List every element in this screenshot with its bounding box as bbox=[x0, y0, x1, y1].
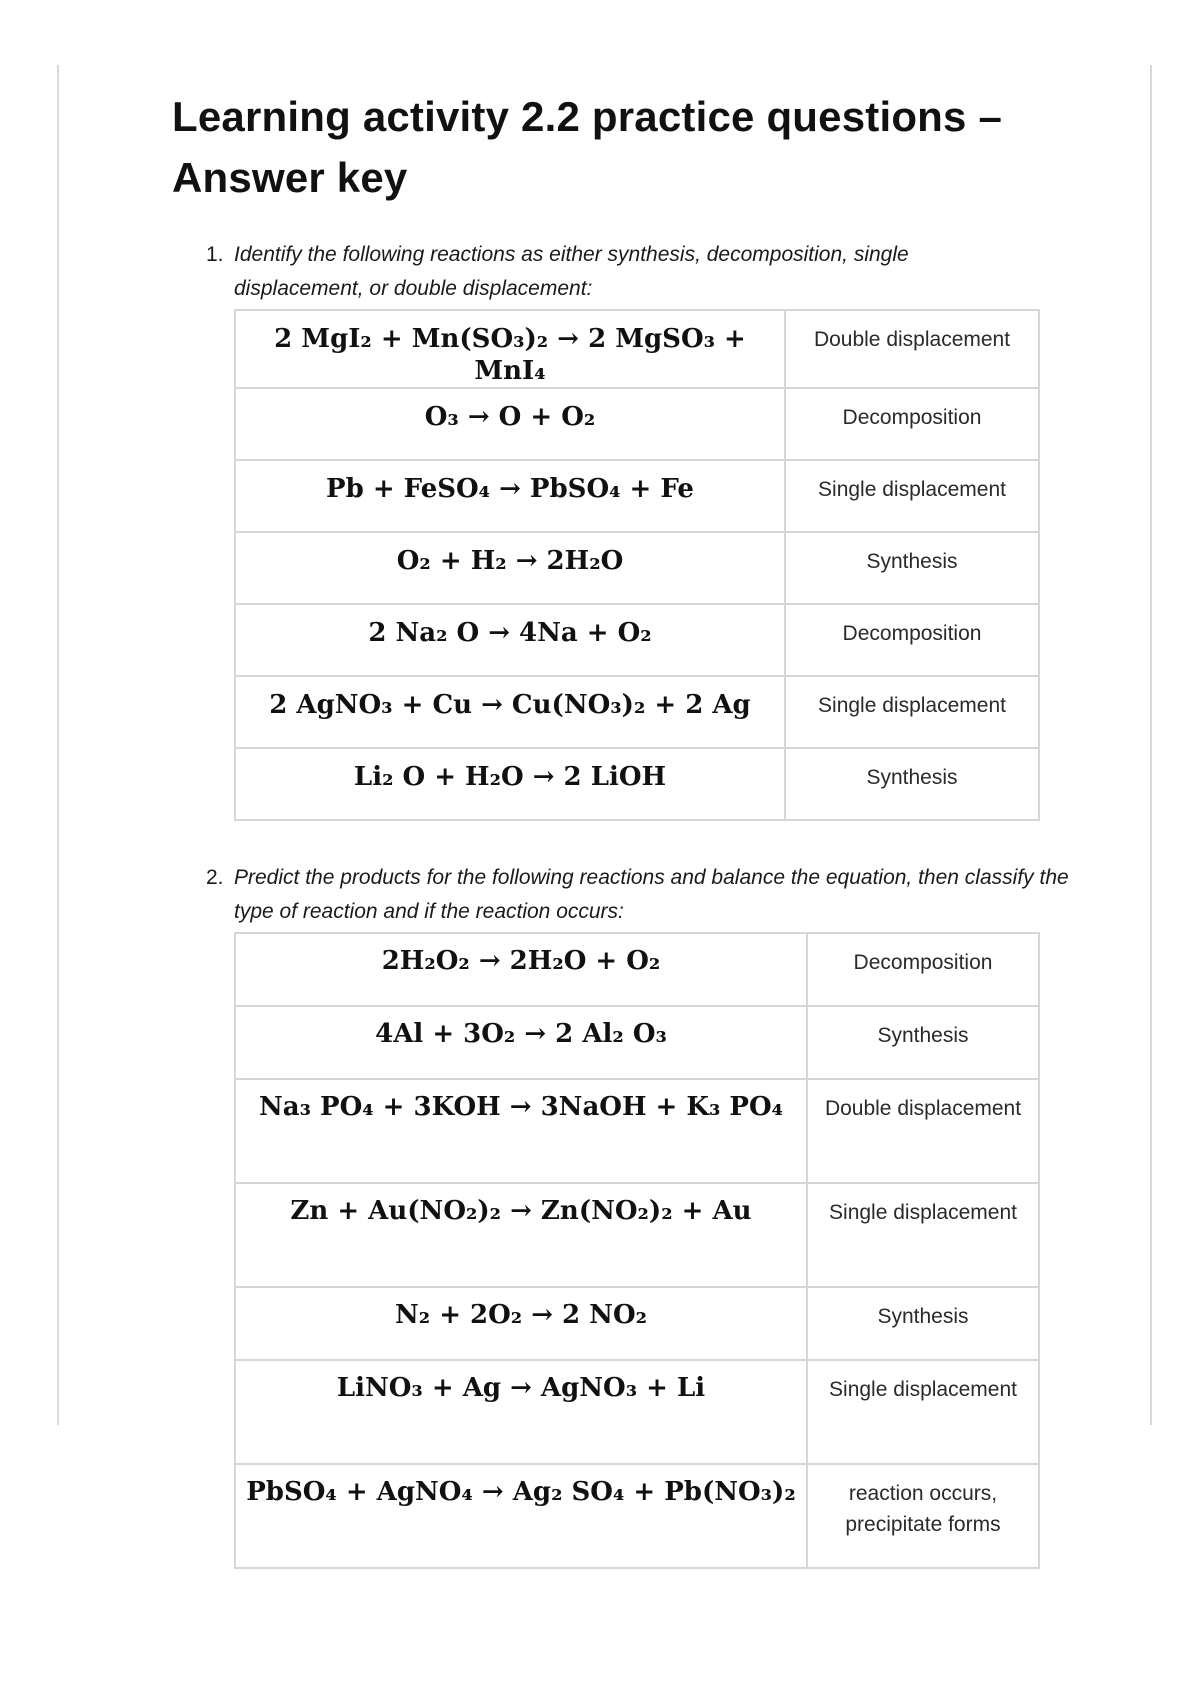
chemical-equation: Li₂ O + H₂O → 2 LiOH bbox=[235, 748, 785, 820]
reaction-type: Synthesis bbox=[785, 748, 1039, 820]
reaction-type: Single displacement bbox=[807, 1183, 1039, 1287]
table-row bbox=[235, 310, 1039, 388]
reaction-type: Double displacement bbox=[807, 1079, 1039, 1183]
table-row bbox=[235, 676, 1039, 748]
table-row bbox=[235, 532, 1039, 604]
reaction-type: Single displacement bbox=[807, 1360, 1039, 1464]
reaction-type: Double displacement bbox=[785, 310, 1039, 388]
page-border-left bbox=[57, 65, 59, 1425]
table-row bbox=[235, 1287, 1039, 1360]
table-row bbox=[235, 748, 1039, 820]
chemical-equation: N₂ + 2O₂ → 2 NO₂ bbox=[235, 1287, 807, 1360]
chemical-equation: 2 AgNO₃ + Cu → Cu(NO₃)₂ + 2 Ag bbox=[235, 676, 785, 748]
question-1 bbox=[206, 238, 1052, 821]
chemical-equation: Na₃ PO₄ + 3KOH → 3NaOH + K₃ PO₄ bbox=[235, 1079, 807, 1183]
chemical-equation: Zn + Au(NO₂)₂ → Zn(NO₂)₂ + Au bbox=[235, 1183, 807, 1287]
chemical-equation: 4Al + 3O₂ → 2 Al₂ O₃ bbox=[235, 1006, 807, 1079]
question-number: 1. bbox=[206, 243, 224, 266]
chemical-equation: PbSO₄ + AgNO₄ → Ag₂ SO₄ + Pb(NO₃)₂ bbox=[235, 1464, 807, 1568]
question-prompt: Identify the following reactions as either synthesis, decomposition, single displacement, or double displacement: bbox=[234, 243, 909, 300]
reaction-type: Decomposition bbox=[785, 604, 1039, 676]
reaction-type: Decomposition bbox=[785, 388, 1039, 460]
reaction-type: Decomposition bbox=[807, 933, 1039, 1006]
table-row bbox=[235, 1464, 1039, 1568]
table-row bbox=[235, 460, 1039, 532]
document-body bbox=[172, 86, 1069, 1569]
reaction-type: Synthesis bbox=[785, 532, 1039, 604]
table-row bbox=[235, 1183, 1039, 1287]
page-border-right bbox=[1150, 65, 1152, 1425]
reaction-type: reaction occurs, precipitate forms bbox=[807, 1464, 1039, 1568]
table-row bbox=[235, 933, 1039, 1006]
question-number: 2. bbox=[206, 866, 224, 889]
chemical-equation: O₂ + H₂ → 2H₂O bbox=[235, 532, 785, 604]
chemical-equation: LiNO₃ + Ag → AgNO₃ + Li bbox=[235, 1360, 807, 1464]
table-row bbox=[235, 388, 1039, 460]
chemical-equation: Pb + FeSO₄ → PbSO₄ + Fe bbox=[235, 460, 785, 532]
table-row bbox=[235, 1006, 1039, 1079]
chemical-equation: 2H₂O₂ → 2H₂O + O₂ bbox=[235, 933, 807, 1006]
reaction-type: Single displacement bbox=[785, 676, 1039, 748]
table-row bbox=[235, 604, 1039, 676]
question-2 bbox=[206, 861, 1069, 1569]
table-row bbox=[235, 1360, 1039, 1464]
table-row bbox=[235, 1079, 1039, 1183]
reaction-table-2 bbox=[234, 932, 1040, 1569]
reaction-type: Synthesis bbox=[807, 1006, 1039, 1079]
question-list bbox=[172, 238, 1069, 1569]
reaction-table-1 bbox=[234, 309, 1040, 821]
chemical-equation: 2 MgI₂ + Mn(SO₃)₂ → 2 MgSO₃ + MnI₄ bbox=[235, 310, 785, 388]
reaction-type: Single displacement bbox=[785, 460, 1039, 532]
reaction-type: Synthesis bbox=[807, 1287, 1039, 1360]
question-prompt: Predict the products for the following reactions and balance the equation, then classify the type of reaction and if the reaction occurs: bbox=[234, 866, 1069, 923]
chemical-equation: O₃ → O + O₂ bbox=[235, 388, 785, 460]
chemical-equation: 2 Na₂ O → 4Na + O₂ bbox=[235, 604, 785, 676]
page-title: Learning activity 2.2 practice questions – Answer key bbox=[172, 93, 1003, 201]
